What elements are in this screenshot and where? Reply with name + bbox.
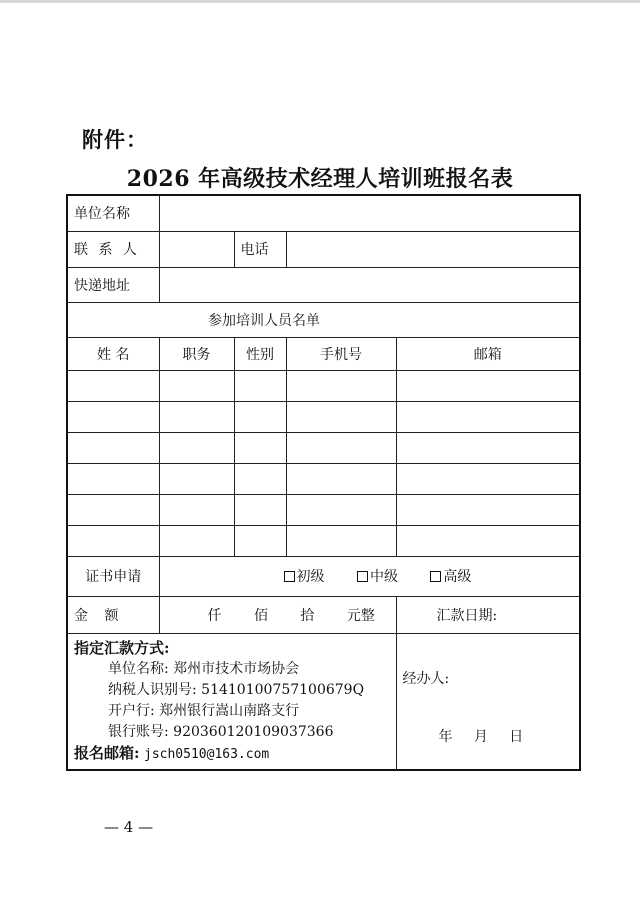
participant-row — [67, 370, 580, 401]
participant-email-cell[interactable] — [396, 494, 580, 525]
contact-field[interactable] — [159, 231, 234, 267]
participants-header-row — [67, 302, 580, 337]
certificate-label: 证书申请 — [67, 556, 159, 596]
participant-mobile-cell[interactable] — [286, 370, 396, 401]
participants-header: 参加培训人员名单 — [67, 302, 580, 337]
attachment-label: 附件： — [82, 127, 148, 152]
option-label: 初级 — [296, 569, 325, 585]
participant-name-cell[interactable] — [67, 370, 159, 401]
col-email: 邮箱 — [396, 337, 580, 370]
unit-name-label: 单位名称 — [67, 195, 159, 231]
participant-email-cell[interactable] — [396, 463, 580, 494]
participant-position-cell[interactable] — [159, 525, 234, 556]
participant-gender-cell[interactable] — [234, 494, 286, 525]
top-border-line — [0, 0, 640, 3]
certificate-option-senior[interactable] — [430, 569, 471, 585]
phone-label: 电话 — [234, 231, 286, 267]
participant-position-cell[interactable] — [159, 370, 234, 401]
participant-row — [67, 463, 580, 494]
address-field[interactable] — [159, 267, 580, 302]
amount-row — [67, 596, 580, 633]
participant-email-cell[interactable] — [396, 370, 580, 401]
participant-email-cell[interactable] — [396, 525, 580, 556]
registration-form-table — [66, 194, 581, 771]
participant-gender-cell[interactable] — [234, 525, 286, 556]
participant-gender-cell[interactable] — [234, 432, 286, 463]
amount-unit-yuan: 元整 — [346, 607, 375, 624]
payee-unit-name: 单位名称: 郑州市技术市场协会 — [108, 660, 300, 677]
checkbox-icon[interactable] — [284, 571, 295, 582]
amount-unit-thousand: 仟 — [207, 607, 222, 624]
participant-mobile-cell[interactable] — [286, 432, 396, 463]
amount-unit-ten: 拾 — [300, 607, 315, 624]
payee-account: 银行账号: 920360120109037366 — [108, 723, 334, 740]
date-label: 年 月 日 — [438, 728, 526, 745]
remit-date-label: 汇款日期: — [396, 596, 580, 633]
participant-name-cell[interactable] — [67, 401, 159, 432]
address-row — [67, 267, 580, 302]
form-title: 2026 年高级技术经理人培训班报名表 — [126, 166, 514, 192]
contact-row — [67, 231, 580, 267]
participant-name-cell[interactable] — [67, 494, 159, 525]
participant-email-cell[interactable] — [396, 432, 580, 463]
col-mobile: 手机号 — [286, 337, 396, 370]
certificate-row — [67, 556, 580, 596]
participant-mobile-cell[interactable] — [286, 494, 396, 525]
participant-position-cell[interactable] — [159, 463, 234, 494]
agent-cell — [396, 633, 580, 770]
participant-row — [67, 432, 580, 463]
participant-mobile-cell[interactable] — [286, 401, 396, 432]
unit-name-row — [67, 195, 580, 231]
certificate-option-intermediate[interactable] — [357, 569, 398, 585]
registration-email: jsch0510@163.com — [144, 746, 270, 762]
payee-bank: 开户行: 郑州银行嵩山南路支行 — [108, 702, 300, 719]
participant-mobile-cell[interactable] — [286, 463, 396, 494]
checkbox-icon[interactable] — [430, 571, 441, 582]
participant-gender-cell[interactable] — [234, 463, 286, 494]
agent-label: 经办人: — [402, 670, 450, 687]
participant-row — [67, 494, 580, 525]
amount-field[interactable] — [159, 596, 396, 633]
participant-email-cell[interactable] — [396, 401, 580, 432]
participant-position-cell[interactable] — [159, 401, 234, 432]
col-gender: 性别 — [234, 337, 286, 370]
checkbox-icon[interactable] — [357, 571, 368, 582]
col-name: 姓 名 — [67, 337, 159, 370]
unit-name-field[interactable] — [159, 195, 580, 231]
participants-columns-row — [67, 337, 580, 370]
participant-mobile-cell[interactable] — [286, 525, 396, 556]
certificate-option-junior[interactable] — [284, 569, 325, 585]
participant-row — [67, 401, 580, 432]
option-label: 高级 — [443, 569, 472, 585]
email-label: 报名邮箱: — [74, 743, 140, 762]
contact-label: 联 系 人 — [67, 231, 159, 267]
col-position: 职务 — [159, 337, 234, 370]
participant-name-cell[interactable] — [67, 525, 159, 556]
registration-email-line — [74, 743, 390, 765]
participant-name-cell[interactable] — [67, 432, 159, 463]
payment-info — [67, 633, 396, 770]
participant-name-cell[interactable] — [67, 463, 159, 494]
participant-gender-cell[interactable] — [234, 401, 286, 432]
payee-tax-id: 纳税人识别号: 51410100757100679Q — [108, 681, 365, 698]
participant-position-cell[interactable] — [159, 494, 234, 525]
participant-row — [67, 525, 580, 556]
amount-label: 金 额 — [67, 596, 159, 633]
payment-heading: 指定汇款方式: — [74, 638, 170, 657]
payment-row — [67, 633, 580, 770]
amount-unit-hundred: 佰 — [253, 607, 268, 624]
address-label: 快递地址 — [67, 267, 159, 302]
option-label: 中级 — [369, 569, 398, 585]
participant-position-cell[interactable] — [159, 432, 234, 463]
page-number: — 4 — — [104, 818, 154, 836]
phone-field[interactable] — [286, 231, 580, 267]
certificate-options — [159, 556, 580, 596]
participant-gender-cell[interactable] — [234, 370, 286, 401]
